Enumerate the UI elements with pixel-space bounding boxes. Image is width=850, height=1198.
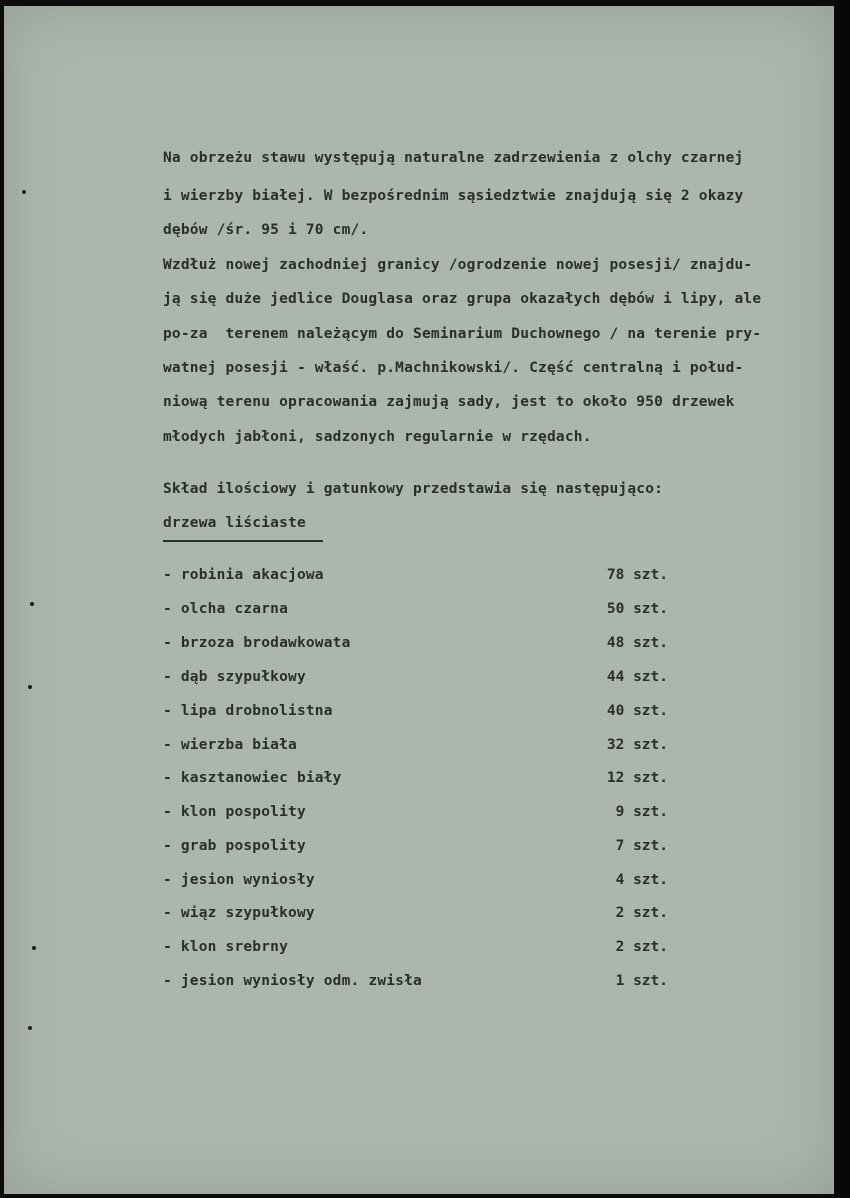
tree-name: - olcha czarna — [163, 601, 289, 617]
tree-quantity: 2 szt. — [615, 905, 668, 921]
tree-name: - klon srebrny — [163, 939, 289, 955]
tree-quantity: 50 szt. — [606, 601, 668, 617]
tree-quantity: 40 szt. — [606, 703, 668, 719]
paragraph-line: ją się duże jedlice Douglasa oraz grupa okazałych dębów i lipy, ale — [163, 291, 762, 307]
tree-name: - dąb szypułkowy — [163, 669, 306, 685]
tree-name: - wiąz szypułkowy — [163, 905, 315, 921]
tree-quantity: 7 szt. — [615, 838, 668, 854]
paragraph-line: i wierzby białej. W bezpośrednim sąsiedztwie znajdują się 2 okazy — [163, 188, 744, 204]
paragraph-line: watnej posesji - właść. p.Machnikowski/. Część centralną i połud- — [163, 360, 744, 376]
tree-name: - lipa drobnolistna — [163, 703, 333, 719]
tree-name: - brzoza brodawkowata — [163, 635, 351, 651]
punch-hole-mark — [28, 1026, 32, 1030]
tree-name: - wierzba biała — [163, 737, 297, 753]
tree-name: - klon pospolity — [163, 804, 306, 820]
punch-hole-mark — [28, 685, 32, 689]
paragraph-line: młodych jabłoni, sadzonych regularnie w rzędach. — [163, 429, 592, 445]
tree-quantity: 12 szt. — [606, 770, 668, 786]
section-heading: drzewa liściaste — [163, 515, 306, 531]
tree-quantity: 48 szt. — [606, 635, 668, 651]
tree-name: - grab pospolity — [163, 838, 306, 854]
punch-hole-mark — [22, 190, 26, 194]
tree-name: - jesion wyniosły odm. zwisła — [163, 973, 422, 989]
tree-quantity: 44 szt. — [606, 669, 668, 685]
intro-line: Skład ilościowy i gatunkowy przedstawia się następująco: — [163, 481, 664, 497]
paragraph-line: po-za terenem należącym do Seminarium Duchownego / na terenie pry- — [163, 326, 762, 342]
tree-quantity: 9 szt. — [615, 804, 668, 820]
tree-name: - robinia akacjowa — [163, 567, 324, 583]
tree-name: - jesion wyniosły — [163, 872, 315, 888]
tree-quantity: 78 szt. — [606, 567, 668, 583]
tree-name: - kasztanowiec biały — [163, 770, 342, 786]
tree-quantity: 1 szt. — [615, 973, 668, 989]
punch-hole-mark — [30, 602, 34, 606]
paragraph-line: Wzdłuż nowej zachodniej granicy /ogrodzenie nowej posesji/ znajdu- — [163, 257, 753, 273]
paragraph-line: Na obrzeżu stawu występują naturalne zadrzewienia z olchy czarnej — [163, 150, 744, 166]
tree-quantity: 2 szt. — [615, 939, 668, 955]
paragraph-line: niową terenu opracowania zajmują sady, jest to około 950 drzewek — [163, 394, 735, 410]
paragraph-line: dębów /śr. 95 i 70 cm/. — [163, 222, 369, 238]
scan-border — [834, 0, 850, 1198]
heading-underline — [163, 540, 323, 542]
typewritten-page — [4, 6, 834, 1194]
tree-quantity: 32 szt. — [606, 737, 668, 753]
tree-quantity: 4 szt. — [615, 872, 668, 888]
punch-hole-mark — [32, 946, 36, 950]
